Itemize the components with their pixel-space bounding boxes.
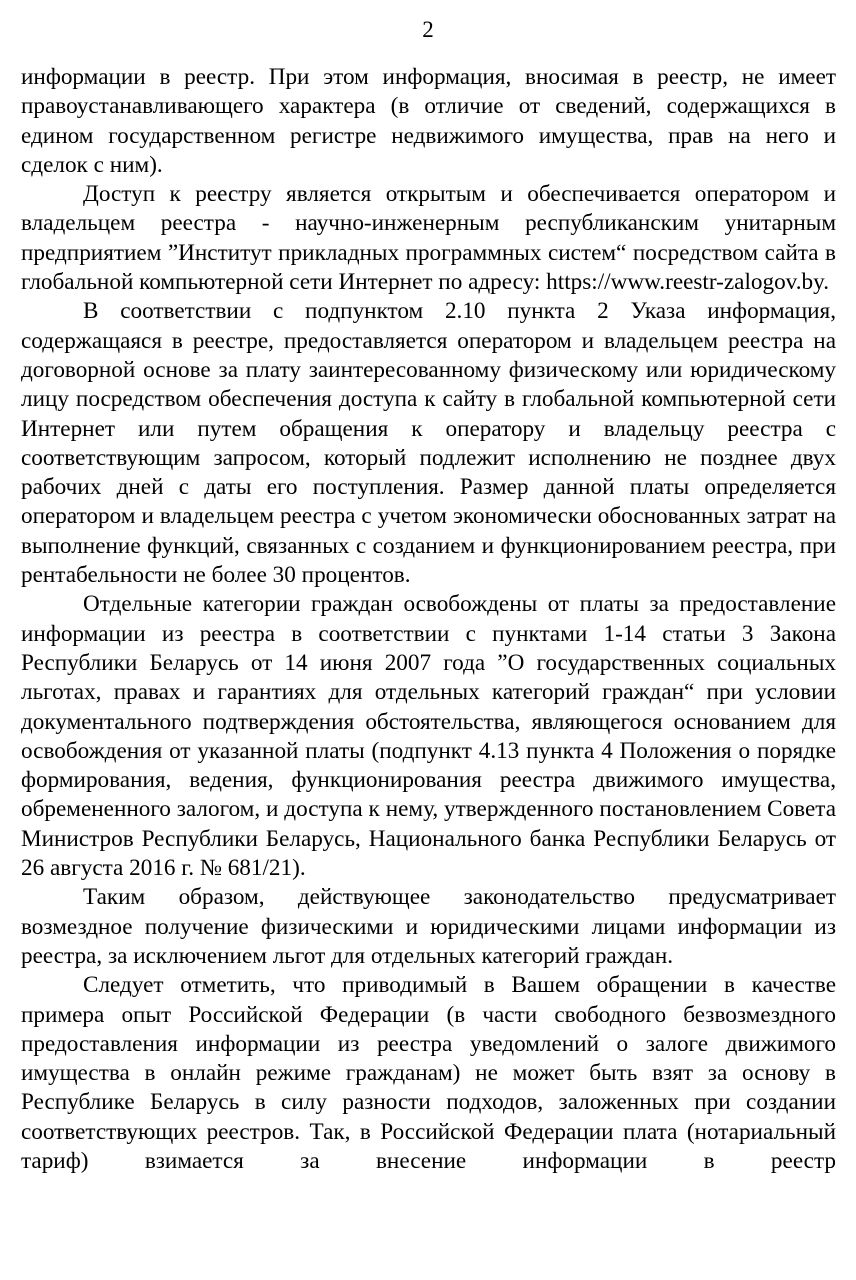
paragraph-information-provision: В соответствии с подпунктом 2.10 пункта 2 Указа информация, содержащаяся в реестре, предоставляется оператором и владельцем реестра на договорной основе за плату заинтересованному физическому или юридическому лицу посредством обеспечения доступа к сайту в глобальной компьютерной сети Интернет или путем обращения к оператору и владельцу реестра с соответствующим запросом, который подлежит исполнению не позднее двух рабочих дней с даты его поступления. Размер данной платы определяется оператором и владельцем реестра с учетом экономически обоснованных затрат на выполнение функций, связанных с созданием и функционированием реестра, при рентабельности не более 30 процентов. <box>21 298 836 589</box>
paragraph-continuation: информации в реестр. При этом информация, вносимая в реестр, не имеет правоустанавливающего характера (в отличие от сведений, содержащихся в едином государственном регистре недвижимого имущества, прав на него и сделок с ним). <box>21 64 836 178</box>
paragraph-registry-access: Доступ к реестру является открытым и обеспечивается оператором и владельцем реестра - научно-инженерным республиканским унитарным предприятием ”Институт прикладных программных систем“ посредством сайта в глобальной компьютерной сети Интернет по адресу: https://www.reestr-zalogov.by. <box>21 181 836 296</box>
paragraph-conclusion: Таким образом, действующее законодательство предусматривает возмездное получение физическими и юридическими лицами информации из реестра, за исключением льгот для отдельных категорий граждан. <box>21 884 836 969</box>
paragraph-russian-experience: Следует отметить, что приводимый в Вашем обращении в качестве примера опыт Российской Федерации (в части свободного безвозмездного предоставления информации из реестра уведомлений о залоге движимого имущества в онлайн режиме гражданам) не может быть взят за основу в Республике Беларусь в силу разности подходов, заложенных при создании соответствующих реестров. Так, в Российской Федерации плата (нотариальный тариф) взимается за внесение информации в реестр <box>21 972 836 1174</box>
page-number: 2 <box>422 17 434 42</box>
paragraph-exempt-categories: Отдельные категории граждан освобождены от платы за предоставление информации из реестра в соответствии с пунктами 1-14 статьи 3 Закона Республики Беларусь от 14 июня 2007 года ”О государственных социальных льготах, правах и гарантиях для отдельных категорий граждан“ при условии документального подтверждения обстоятельства, являющегося основанием для освобождения от указанной платы (подпункт 4.13 пункта 4 Положения о порядке формирования, ведения, функционирования реестра движимого имущества, обремененного залогом, и доступа к нему, утвержденного постановлением Совета Министров Республики Беларусь, Национального банка Республики Беларусь от 26 августа 2016 г. № 681/21). <box>21 591 836 882</box>
document-body <box>21 63 836 1176</box>
